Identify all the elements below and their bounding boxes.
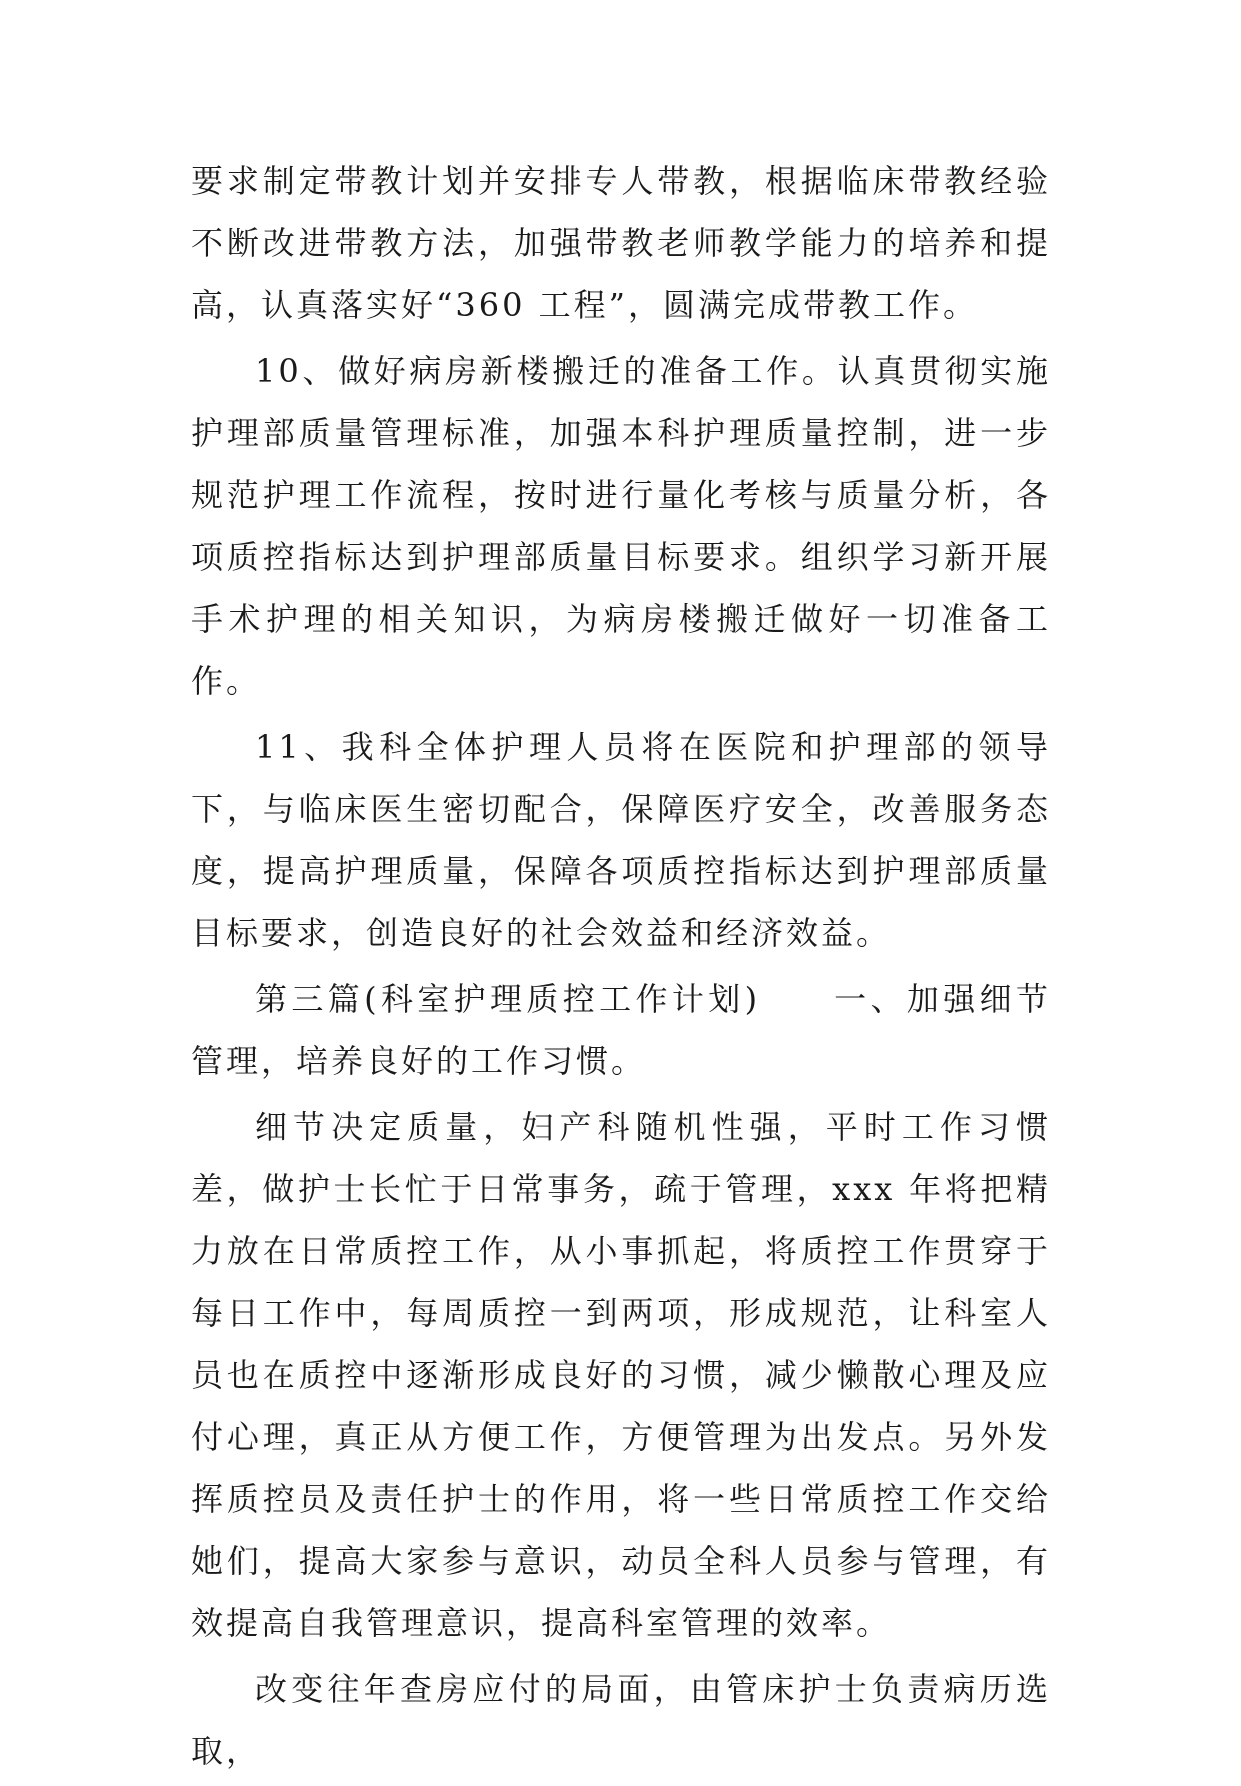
paragraph-ward-rounds: 改变往年查房应付的局面，由管床护士负责病历选取， [191,1670,1051,1770]
paragraph-item-10: 10、做好病房新楼搬迁的准备工作。认真贯彻实施护理部质量管理标准，加强本科护理质量控制，进一步规范护理工作流程，按时进行量化考核与质量分析，各项质控指标达到护理部质量目标要求。组织学习新开展手术护理的相关知识，为病房楼搬迁做好一切准备工作。 [191,352,1051,700]
document-body [191,150,1051,1786]
paragraph-item-11: 11、我科全体护理人员将在医院和护理部的领导下，与临床医生密切配合，保障医疗安全，改善服务态度，提高护理质量，保障各项质控指标达到护理部质量目标要求，创造良好的社会效益和经济效益。 [191,728,1051,952]
paragraph-detail-management: 细节决定质量，妇产科随机性强，平时工作习惯差，做护士长忙于日常事务，疏于管理，xxx 年将把精力放在日常质控工作，从小事抓起，将质控工作贯穿于每日工作中，每周质控一到两项，形成规范，让科室人员也在质控中逐渐形成良好的习惯，减少懒散心理及应付心理，真正从方便工作，方便管理为出发点。另外发挥质控员及责任护士的作用，将一些日常质控工作交给她们，提高大家参与意识，动员全科人员参与管理，有效提高自我管理意识，提高科室管理的效率。 [191,1108,1051,1642]
section-heading-paragraph: 第三篇(科室护理质控工作计划) 一、加强细节管理，培养良好的工作习惯。 [191,980,1051,1080]
paragraph-continuation: 要求制定带教计划并安排专人带教，根据临床带教经验不断改进带教方法，加强带教老师教学能力的培养和提高，认真落实好“360 工程”，圆满完成带教工作。 [191,162,1051,324]
